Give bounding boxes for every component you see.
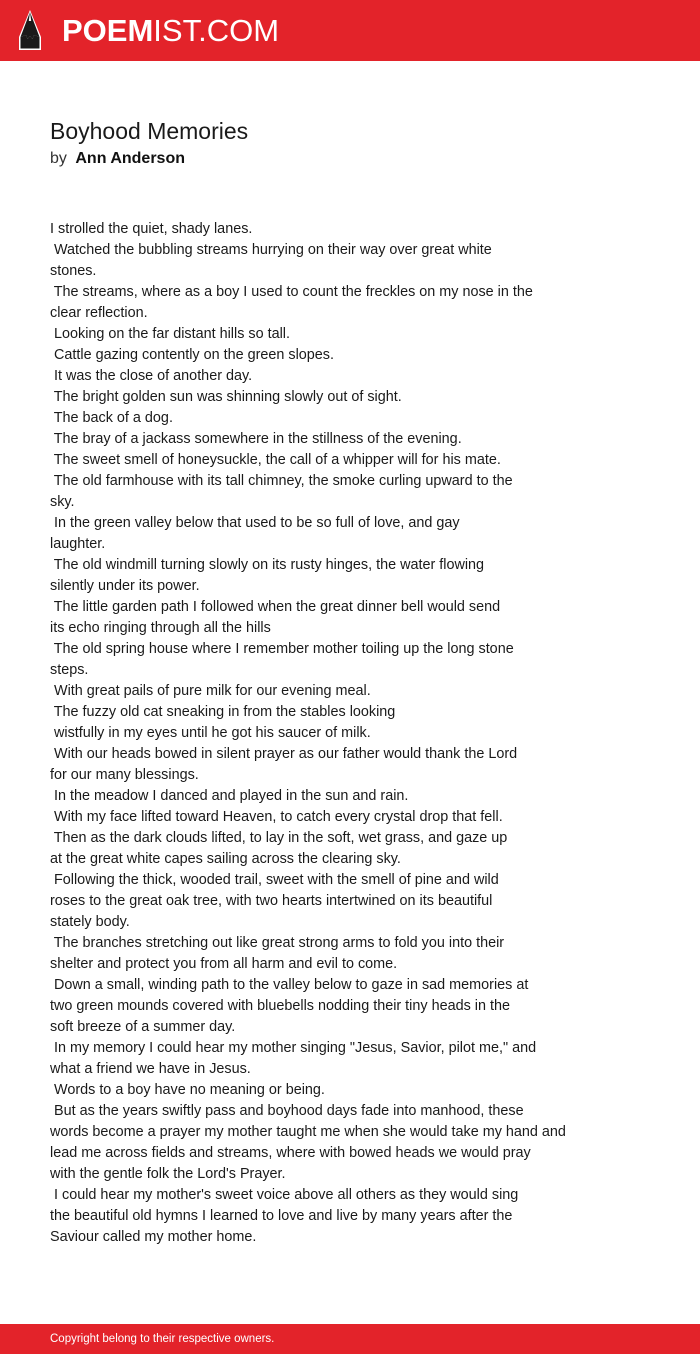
site-footer [0, 1324, 700, 1354]
pen-nib-icon[interactable] [17, 9, 43, 51]
poem-body: I strolled the quiet, shady lanes. Watched the bubbling streams hurrying on their way over great white stones. The streams, where as a boy I used to count the freckles on my nose in the clear reflection. Looking on the far distant hills so tall. Cattle gazing contently on the green slopes. It was the close of another day. The bright golden sun was shinning slowly out of sight. The back of a dog. The bray of a jackass somewhere in the stillness of the evening. The sweet smell of honeysuckle, the call of a whipper will for his mate. The old farmhouse with its tall chimney, the smoke curling upward to the sky. In the green valley below that used to be so full of love, and gay laughter. The old windmill turning slowly on its rusty hinges, the water flowing silently under its power. The little garden path I followed when the great dinner bell would send its echo ringing through all the hills The old spring house where I remember mother toiling up the long stone steps. With great pails of pure milk for our evening meal. The fuzzy old cat sneaking in from the stables looking wistfully in my eyes until he got his saucer of milk. With our heads bowed in silent prayer as our father would thank the Lord for our many blessings. In the meadow I danced and played in the sun and rain. With my face lifted toward Heaven, to catch every crystal drop that fell. Then as the dark clouds lifted, to lay in the soft, wet grass, and gaze up at the great white capes sailing across the clearing sky. Following the thick, wooded trail, sweet with the smell of pine and wild roses to the great oak tree, with two hearts intertwined on its beautiful stately body. The branches stretching out like great strong arms to fold you into their shelter and protect you from all harm and evil to come. Down a small, winding path to the valley below to gaze in sad memories at two green mounds covered with bluebells nodding their tiny heads in the soft breeze of a summer day. In my memory I could hear my mother singing "Jesus, Savior, pilot me," and what a friend we have in Jesus. Words to a boy have no meaning or being. But as the years swiftly pass and boyhood days fade into manhood, these words become a prayer my mother taught me when she would take my hand and lead me across fields and streams, where with bowed heads we would pray with the gentle folk the Lord's Prayer. I could hear my mother's sweet voice above all others as they would sing the beautiful old hymns I learned to love and live by many years after the Saviour called my mother home. [50, 221, 566, 1245]
logo-text-bold: POEM [62, 13, 154, 48]
site-header [0, 0, 700, 61]
by-label: by [50, 150, 67, 167]
byline [50, 149, 185, 169]
author-name[interactable]: Ann Anderson [75, 150, 185, 167]
site-logo[interactable] [62, 13, 279, 49]
poem-title: Boyhood Memories [50, 118, 249, 144]
copyright-text: Copyright belong to their respective owners. [50, 1333, 275, 1345]
logo-text-light: IST.COM [153, 13, 280, 48]
